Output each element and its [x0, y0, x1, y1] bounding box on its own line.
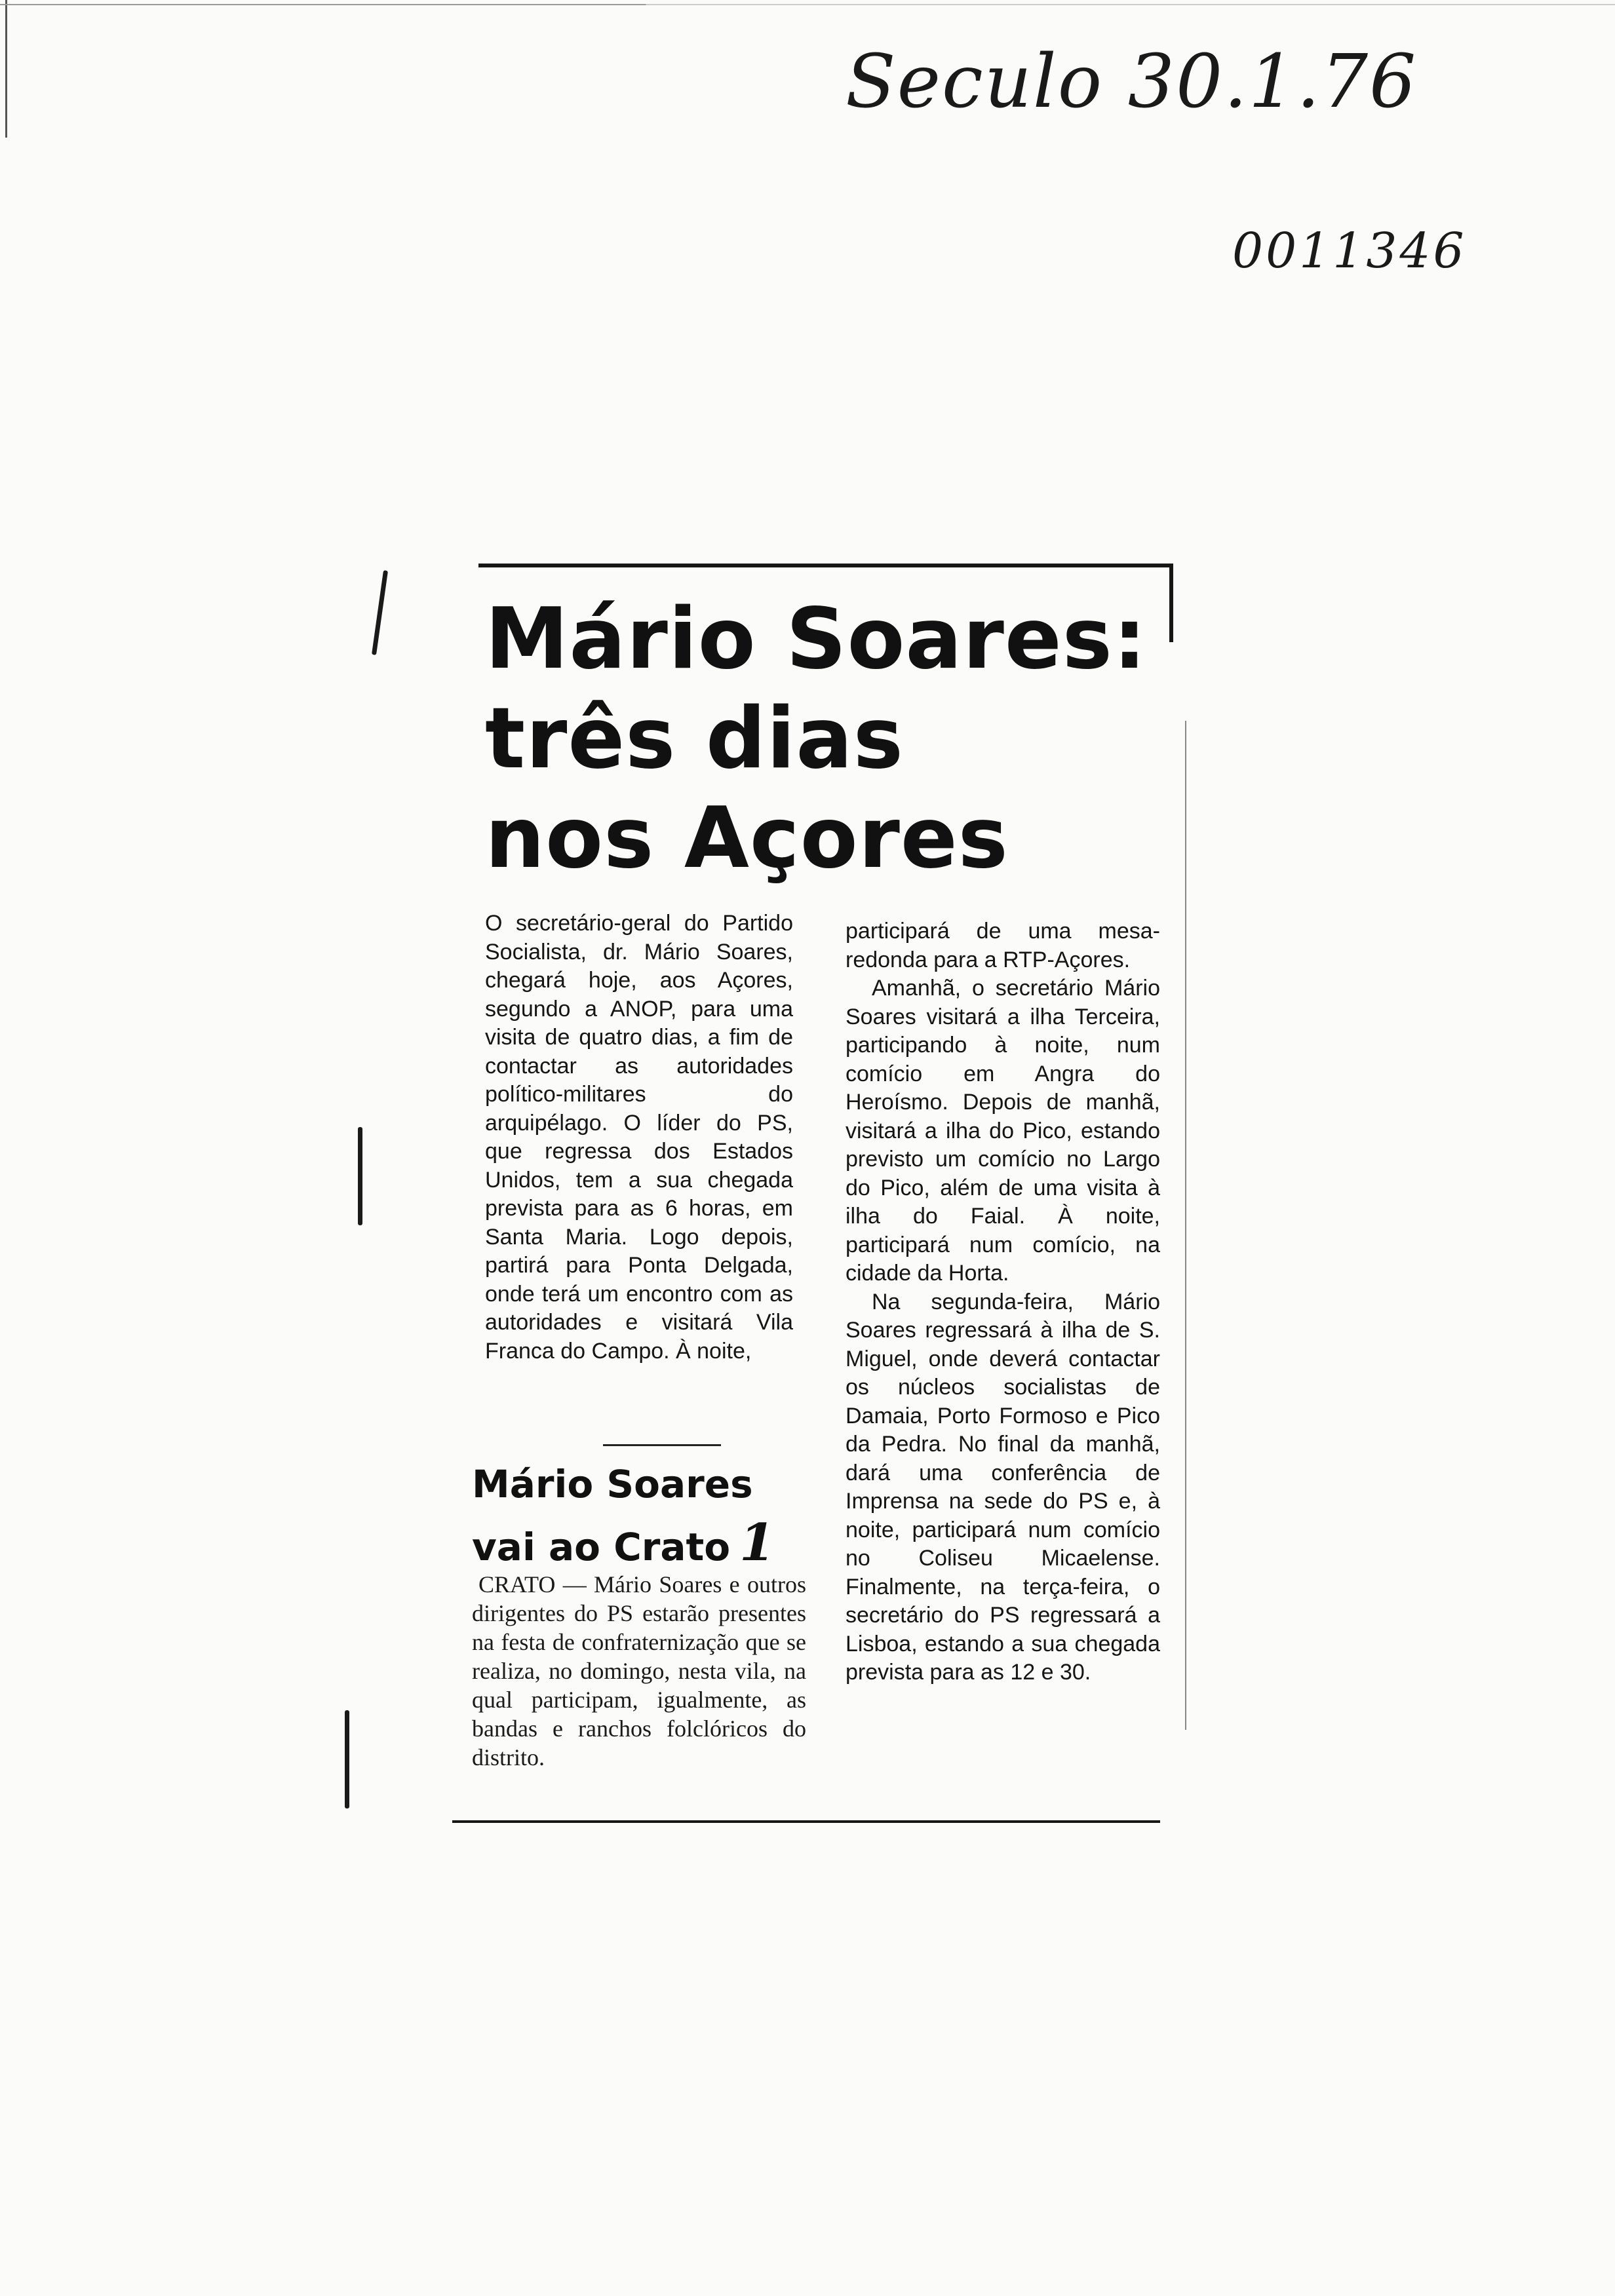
article-column-right — [846, 917, 1160, 1687]
article-column-left — [485, 909, 793, 1366]
sub-headline-line: vai ao Crato — [472, 1525, 731, 1569]
paragraph: O secretário-geral do Partido Socialista, dr. Mário Soares, chegará hoje, aos Açores, segundo a ANOP, para uma visita de quatro dias, a fim de contactar as autoridades político-militares do arquipélago. O líder do PS, que regressa dos Estados Unidos, tem a sua chegada prevista para as 6 horas, em Santa Maria. Logo depois, partirá para Ponta Delgada, onde terá um encontro com as autoridades e visitará Vila Franca do Campo. À noite, — [485, 911, 793, 1364]
paragraph: Amanhã, o secretário Mário Soares visitará a ilha Terceira, participando à noite, num comício em Angra do Heroísmo. Depois de manhã, visitará a ilha do Pico, estando previsto um comício no Largo do Pico, além de uma visita à ilha do Faial. À noite, participará num comício, na cidade da Horta. — [846, 976, 1160, 1286]
scan-edge — [5, 0, 7, 2296]
newspaper-clipping — [452, 564, 1186, 1848]
paragraph: CRATO — Mário Soares e outros dirigentes do PS estarão presentes na festa de confraternização que se realiza, no domingo, nesta vila, na qual participam, igualmente, as bandas e ranchos folclóricos do distrito. — [472, 1571, 806, 1770]
sub-headline-line: Mário Soares — [472, 1462, 753, 1506]
sub-article-headline — [472, 1455, 800, 1577]
headline-line: três dias — [485, 690, 904, 788]
margin-mark — [372, 570, 388, 655]
paragraph: Na segunda-feira, Mário Soares regressará à ilha de S. Miguel, onde deverá contactar os núcleos socialistas de Damaia, Porto Formoso e Pico da Pedra. No final da manhã, dará uma conferência de Imprensa na sede do PS e, à noite, participará num comício no Coliseu Micaelense. Finalmente, na terça-feira, o secretário do PS regressará a Lisboa, estando a sua chegada prevista para as 12 e 30. — [846, 1289, 1160, 1685]
margin-mark — [358, 1127, 362, 1225]
article-headline — [485, 590, 1186, 889]
handwritten-document-number: 0011346 — [1232, 223, 1467, 279]
top-rule — [478, 564, 1173, 567]
handwritten-mark: 1 — [739, 1513, 775, 1573]
sub-article-body — [472, 1570, 806, 1772]
paragraph: participará de uma mesa-redonda para a RTP-Açores. — [846, 919, 1160, 972]
bottom-rule — [452, 1820, 1160, 1823]
margin-mark — [345, 1710, 349, 1808]
headline-line: nos Açores — [485, 790, 1009, 887]
column-separator — [603, 1444, 721, 1446]
scan-edge-top — [0, 4, 1615, 5]
headline-line: Mário Soares: — [485, 590, 1148, 688]
handwritten-date: Seculo 30.1.76 — [846, 39, 1418, 124]
